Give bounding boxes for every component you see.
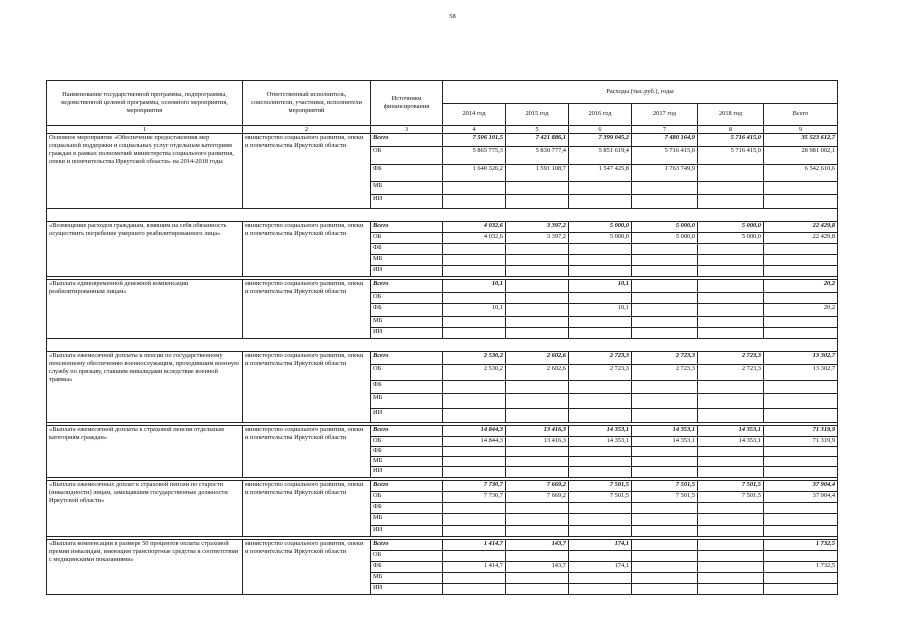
year-value — [506, 573, 569, 584]
total-value — [764, 394, 838, 409]
year-value — [632, 195, 698, 209]
header-name: Наименование государственной программы, подпрограммы, ведомственной целевой программы, основного мероприятия, мероприятия — [47, 81, 243, 126]
year-value — [632, 255, 698, 266]
year-value — [443, 195, 506, 209]
year-value — [506, 551, 569, 562]
funding-source: Всего — [371, 352, 443, 365]
activity-name: «Выплата ежемесячной доплаты к страховой пенсии отдельным категориям граждан» — [47, 426, 243, 478]
funding-source: МБ — [371, 457, 443, 467]
funding-source: ИИ — [371, 584, 443, 595]
year-value — [632, 503, 698, 514]
year-value — [569, 244, 632, 255]
total-value — [764, 409, 838, 423]
funding-source: ФБ — [371, 503, 443, 514]
spacer-cell — [47, 209, 838, 222]
table-row — [47, 280, 838, 293]
funding-source: ОБ — [371, 233, 443, 244]
year-value: 5 000,0 — [698, 233, 764, 244]
year-value: 5 716 415,0 — [698, 147, 764, 165]
year-value — [698, 280, 764, 293]
column-index: 8 — [698, 126, 764, 134]
year-value — [569, 526, 632, 537]
total-value: 22 429,8 — [764, 233, 838, 244]
year-value — [443, 551, 506, 562]
year-value — [632, 304, 698, 317]
funding-source: ФБ — [371, 244, 443, 255]
year-value — [698, 244, 764, 255]
funding-source: ИИ — [371, 526, 443, 537]
year-value: 5 000,0 — [698, 222, 764, 233]
year-value — [698, 540, 764, 551]
year-value: 14 353,1 — [698, 437, 764, 447]
table-row — [47, 222, 838, 233]
year-value: 1 547 425,8 — [569, 165, 632, 182]
year-value — [698, 514, 764, 526]
column-index: 2 — [243, 126, 371, 134]
year-value — [632, 409, 698, 423]
funding-source: МБ — [371, 182, 443, 195]
activity-name: «Выплата компенсации в размере 50 процентов оплаты страховой премии инвалидам, имеющим транспортные средства в соответствии с медицинскими показаниями» — [47, 540, 243, 595]
year-value — [632, 457, 698, 467]
year-value — [698, 195, 764, 209]
year-value — [443, 317, 506, 328]
year-value: 174,1 — [569, 562, 632, 573]
year-value: 143,7 — [506, 562, 569, 573]
year-value — [569, 409, 632, 423]
year-value — [632, 244, 698, 255]
year-value — [632, 328, 698, 339]
year-value — [569, 573, 632, 584]
year-value: 2 530,2 — [443, 365, 506, 381]
total-value: 1 732,5 — [764, 562, 838, 573]
year-value — [698, 526, 764, 537]
year-value — [569, 182, 632, 195]
activity-executor: министерство социального развития, опеки и попечительства Иркутской области — [243, 280, 371, 339]
block-spacer — [47, 339, 838, 352]
year-value — [698, 503, 764, 514]
year-value — [569, 584, 632, 595]
year-value: 7 506 101,5 — [443, 134, 506, 147]
year-value: 4 032,6 — [443, 222, 506, 233]
total-value: 37 904,4 — [764, 492, 838, 503]
activity-executor: министерство социального развития, опеки и попечительства Иркутской области — [243, 134, 371, 209]
year-value — [506, 293, 569, 304]
year-value — [632, 280, 698, 293]
table-row — [47, 540, 838, 551]
expenses-table — [46, 80, 838, 595]
year-value — [698, 584, 764, 595]
funding-source: МБ — [371, 255, 443, 266]
year-value — [569, 503, 632, 514]
header-executor: Ответственный исполнитель, соисполнители, участники, исполнители мероприятий — [243, 81, 371, 126]
year-value: 2 602,6 — [506, 365, 569, 381]
year-value: 7 399 045,2 — [569, 134, 632, 147]
total-value: 37 904,4 — [764, 481, 838, 492]
year-value: 2 530,2 — [443, 352, 506, 365]
header-source: Источники финансирования — [371, 81, 443, 126]
total-value: 35 523 612,7 — [764, 134, 838, 147]
funding-source: ИИ — [371, 195, 443, 209]
year-value — [632, 562, 698, 573]
year-value: 1 640 326,2 — [443, 165, 506, 182]
year-value — [632, 266, 698, 277]
year-value: 7 501,5 — [698, 481, 764, 492]
total-value — [764, 255, 838, 266]
year-value — [569, 457, 632, 467]
year-value — [506, 328, 569, 339]
funding-source: Всего — [371, 222, 443, 233]
activity-executor: министерство социального развития, опеки и попечительства Иркутской области — [243, 481, 371, 537]
year-value — [698, 165, 764, 182]
activity-executor: министерство социального развития, опеки и попечительства Иркутской области — [243, 352, 371, 423]
year-value: 1 414,7 — [443, 540, 506, 551]
year-value: 1 414,7 — [443, 562, 506, 573]
year-value: 5 830 777,4 — [506, 147, 569, 165]
total-value: 71 319,9 — [764, 437, 838, 447]
funding-source: ФБ — [371, 447, 443, 457]
total-value — [764, 526, 838, 537]
total-value — [764, 457, 838, 467]
block-spacer — [47, 209, 838, 222]
funding-source: ФБ — [371, 381, 443, 394]
total-value — [764, 551, 838, 562]
year-value — [569, 255, 632, 266]
year-value: 3 397,2 — [506, 233, 569, 244]
funding-source: Всего — [371, 540, 443, 551]
column-index: 4 — [443, 126, 506, 134]
year-value — [443, 457, 506, 467]
year-value — [698, 467, 764, 478]
year-value — [698, 457, 764, 467]
total-value — [764, 266, 838, 277]
column-index: 7 — [632, 126, 698, 134]
table-row — [47, 426, 838, 437]
header-expenses: Расходы (тыс.руб.), годы — [443, 81, 838, 104]
year-value — [632, 573, 698, 584]
year-value: 2 723,3 — [632, 365, 698, 381]
year-value — [506, 317, 569, 328]
year-value — [506, 409, 569, 423]
year-value — [506, 244, 569, 255]
year-value — [698, 317, 764, 328]
year-value — [632, 447, 698, 457]
total-value — [764, 573, 838, 584]
column-index: 5 — [506, 126, 569, 134]
year-value: 14 353,1 — [569, 426, 632, 437]
column-index: 6 — [569, 126, 632, 134]
activity-name: «Выплата ежемесячных доплат к страховой пенсии по старости (инвалидности) лицам, замещавшим государственные должности Иркутской области» — [47, 481, 243, 537]
total-value: 71 319,9 — [764, 426, 838, 437]
year-value — [569, 394, 632, 409]
year-value: 7 501,5 — [632, 481, 698, 492]
total-value — [764, 447, 838, 457]
year-value: 10,1 — [569, 280, 632, 293]
year-value — [698, 409, 764, 423]
year-value — [506, 457, 569, 467]
activity-name: «Выплата ежемесячной доплаты к пенсии по государственному пенсионному обеспечению военнослужащим, проходившим военную службу по призыву, ставшим инвалидами вследствие военной травмы» — [47, 352, 243, 423]
header-year: 2015 год — [506, 103, 569, 126]
year-value: 14 844,3 — [443, 426, 506, 437]
header-year: 2014 год — [443, 103, 506, 126]
year-value: 5 000,0 — [569, 233, 632, 244]
year-value — [632, 540, 698, 551]
funding-source: ФБ — [371, 304, 443, 317]
year-value: 143,7 — [506, 540, 569, 551]
column-index: 3 — [371, 126, 443, 134]
year-value: 3 397,2 — [506, 222, 569, 233]
year-value: 5 000,0 — [632, 222, 698, 233]
year-value — [569, 447, 632, 457]
year-value — [698, 394, 764, 409]
activity-name: «Возмещение расходов гражданам, взявшим на себя обязанность осуществить погребение умершего реабилитированного лица» — [47, 222, 243, 277]
year-value: 13 416,3 — [506, 437, 569, 447]
year-value — [632, 317, 698, 328]
year-value — [632, 526, 698, 537]
year-value — [443, 514, 506, 526]
year-value: 2 723,3 — [569, 352, 632, 365]
year-value — [569, 467, 632, 478]
year-value: 7 501,5 — [569, 481, 632, 492]
year-value — [632, 467, 698, 478]
header-total: Всего — [764, 103, 838, 126]
total-value: 20,2 — [764, 304, 838, 317]
year-value: 5 000,0 — [632, 233, 698, 244]
year-value — [698, 293, 764, 304]
total-value — [764, 328, 838, 339]
year-value — [443, 573, 506, 584]
year-value: 5 865 775,3 — [443, 147, 506, 165]
column-index-row — [47, 126, 838, 134]
page-number: 58 — [449, 13, 456, 20]
funding-source: ОБ — [371, 492, 443, 503]
year-value — [443, 381, 506, 394]
header-year: 2016 год — [569, 103, 632, 126]
year-value — [569, 293, 632, 304]
year-value — [698, 447, 764, 457]
activity-name: Основное мероприятие «Обеспечение предоставления мер социальной поддержки и социальных услуг отдельным категориям граждан в рамках полномочий министерства социального развития, опеки и попечительства Иркутской области» на 2014-2018 годы — [47, 134, 243, 209]
table-row — [47, 352, 838, 365]
year-value — [443, 584, 506, 595]
total-value — [764, 244, 838, 255]
total-value — [764, 514, 838, 526]
year-value: 14 844,3 — [443, 437, 506, 447]
total-value — [764, 503, 838, 514]
funding-source: ОБ — [371, 437, 443, 447]
total-value: 1 732,5 — [764, 540, 838, 551]
year-value — [506, 526, 569, 537]
total-value — [764, 381, 838, 394]
year-value — [632, 394, 698, 409]
funding-source: ИИ — [371, 467, 443, 478]
year-value — [506, 381, 569, 394]
year-value: 7 669,2 — [506, 481, 569, 492]
funding-source: ФБ — [371, 165, 443, 182]
year-value: 5 716 415,0 — [698, 134, 764, 147]
year-value — [506, 280, 569, 293]
year-value: 1 763 749,9 — [632, 165, 698, 182]
funding-source: ОБ — [371, 365, 443, 381]
total-value: 6 542 610,6 — [764, 165, 838, 182]
year-value — [506, 266, 569, 277]
funding-source: Всего — [371, 481, 443, 492]
column-index: 1 — [47, 126, 243, 134]
total-value — [764, 317, 838, 328]
year-value: 5 000,0 — [569, 222, 632, 233]
year-value — [632, 293, 698, 304]
year-value — [443, 503, 506, 514]
funding-source: МБ — [371, 394, 443, 409]
year-value: 14 353,1 — [698, 426, 764, 437]
year-value: 7 730,7 — [443, 481, 506, 492]
funding-source: Всего — [371, 134, 443, 147]
year-value — [698, 551, 764, 562]
funding-source: ОБ — [371, 147, 443, 165]
year-value — [506, 514, 569, 526]
funding-source: МБ — [371, 573, 443, 584]
year-value — [506, 503, 569, 514]
year-value — [569, 328, 632, 339]
year-value — [569, 317, 632, 328]
year-value — [569, 551, 632, 562]
year-value — [569, 514, 632, 526]
table-row — [47, 481, 838, 492]
year-value — [632, 182, 698, 195]
funding-source: ОБ — [371, 551, 443, 562]
funding-source: ФБ — [371, 562, 443, 573]
year-value: 2 723,3 — [698, 352, 764, 365]
header-year: 2018 год — [698, 103, 764, 126]
year-value — [698, 182, 764, 195]
year-value — [506, 467, 569, 478]
year-value — [506, 255, 569, 266]
year-value — [443, 467, 506, 478]
year-value — [506, 182, 569, 195]
year-value: 7 480 164,9 — [632, 134, 698, 147]
year-value: 7 421 886,1 — [506, 134, 569, 147]
funding-source: Всего — [371, 426, 443, 437]
total-value: 22 429,8 — [764, 222, 838, 233]
total-value: 13 302,7 — [764, 365, 838, 381]
year-value: 5 851 619,4 — [569, 147, 632, 165]
year-value — [443, 394, 506, 409]
total-value — [764, 293, 838, 304]
year-value: 7 501,5 — [632, 492, 698, 503]
year-value — [632, 551, 698, 562]
year-value — [698, 573, 764, 584]
funding-source: ИИ — [371, 328, 443, 339]
total-value: 13 302,7 — [764, 352, 838, 365]
activity-executor: министерство социального развития, опеки и попечительства Иркутской области — [243, 222, 371, 277]
year-value — [443, 526, 506, 537]
year-value: 7 669,2 — [506, 492, 569, 503]
year-value — [443, 328, 506, 339]
year-value — [443, 293, 506, 304]
year-value — [698, 562, 764, 573]
year-value: 14 353,1 — [569, 437, 632, 447]
total-value: 28 981 002,1 — [764, 147, 838, 165]
year-value: 10,1 — [443, 280, 506, 293]
year-value: 14 353,1 — [632, 426, 698, 437]
year-value: 13 416,3 — [506, 426, 569, 437]
year-value — [443, 447, 506, 457]
year-value: 2 723,3 — [698, 365, 764, 381]
spacer-cell — [47, 339, 838, 352]
year-value — [443, 244, 506, 255]
year-value: 5 716 415,0 — [632, 147, 698, 165]
year-value — [506, 195, 569, 209]
year-value — [698, 255, 764, 266]
activity-name: «Выплата единовременной денежной компенсации реабилитированным лицам» — [47, 280, 243, 339]
year-value — [569, 266, 632, 277]
year-value — [569, 381, 632, 394]
year-value — [632, 514, 698, 526]
year-value — [443, 182, 506, 195]
activity-executor: министерство социального развития, опеки и попечительства Иркутской области — [243, 426, 371, 478]
year-value — [506, 394, 569, 409]
year-value: 7 730,7 — [443, 492, 506, 503]
funding-source: Всего — [371, 280, 443, 293]
year-value: 7 501,5 — [569, 492, 632, 503]
total-value — [764, 467, 838, 478]
year-value — [698, 381, 764, 394]
year-value: 4 032,6 — [443, 233, 506, 244]
total-value — [764, 584, 838, 595]
column-index: 9 — [764, 126, 838, 134]
funding-source: ИИ — [371, 409, 443, 423]
total-value — [764, 182, 838, 195]
year-value: 10,1 — [443, 304, 506, 317]
year-value: 14 353,1 — [632, 437, 698, 447]
year-value — [506, 447, 569, 457]
year-value — [506, 584, 569, 595]
year-value: 10,1 — [569, 304, 632, 317]
year-value: 1 591 108,7 — [506, 165, 569, 182]
year-value: 2 602,6 — [506, 352, 569, 365]
year-value: 7 501,5 — [698, 492, 764, 503]
funding-source: ИИ — [371, 266, 443, 277]
year-value: 174,1 — [569, 540, 632, 551]
activity-executor: министерство социального развития, опеки и попечительства Иркутской области — [243, 540, 371, 595]
year-value — [632, 381, 698, 394]
header-year: 2017 год — [632, 103, 698, 126]
year-value — [443, 255, 506, 266]
year-value — [506, 304, 569, 317]
year-value: 2 723,3 — [569, 365, 632, 381]
funding-source: МБ — [371, 317, 443, 328]
year-value — [632, 584, 698, 595]
funding-source: ОБ — [371, 293, 443, 304]
year-value — [698, 304, 764, 317]
year-value — [698, 266, 764, 277]
year-value — [569, 195, 632, 209]
total-value — [764, 195, 838, 209]
total-value: 20,2 — [764, 280, 838, 293]
funding-source: МБ — [371, 514, 443, 526]
year-value: 2 723,3 — [632, 352, 698, 365]
table-row — [47, 134, 838, 147]
year-value — [443, 266, 506, 277]
year-value — [443, 409, 506, 423]
year-value — [698, 328, 764, 339]
